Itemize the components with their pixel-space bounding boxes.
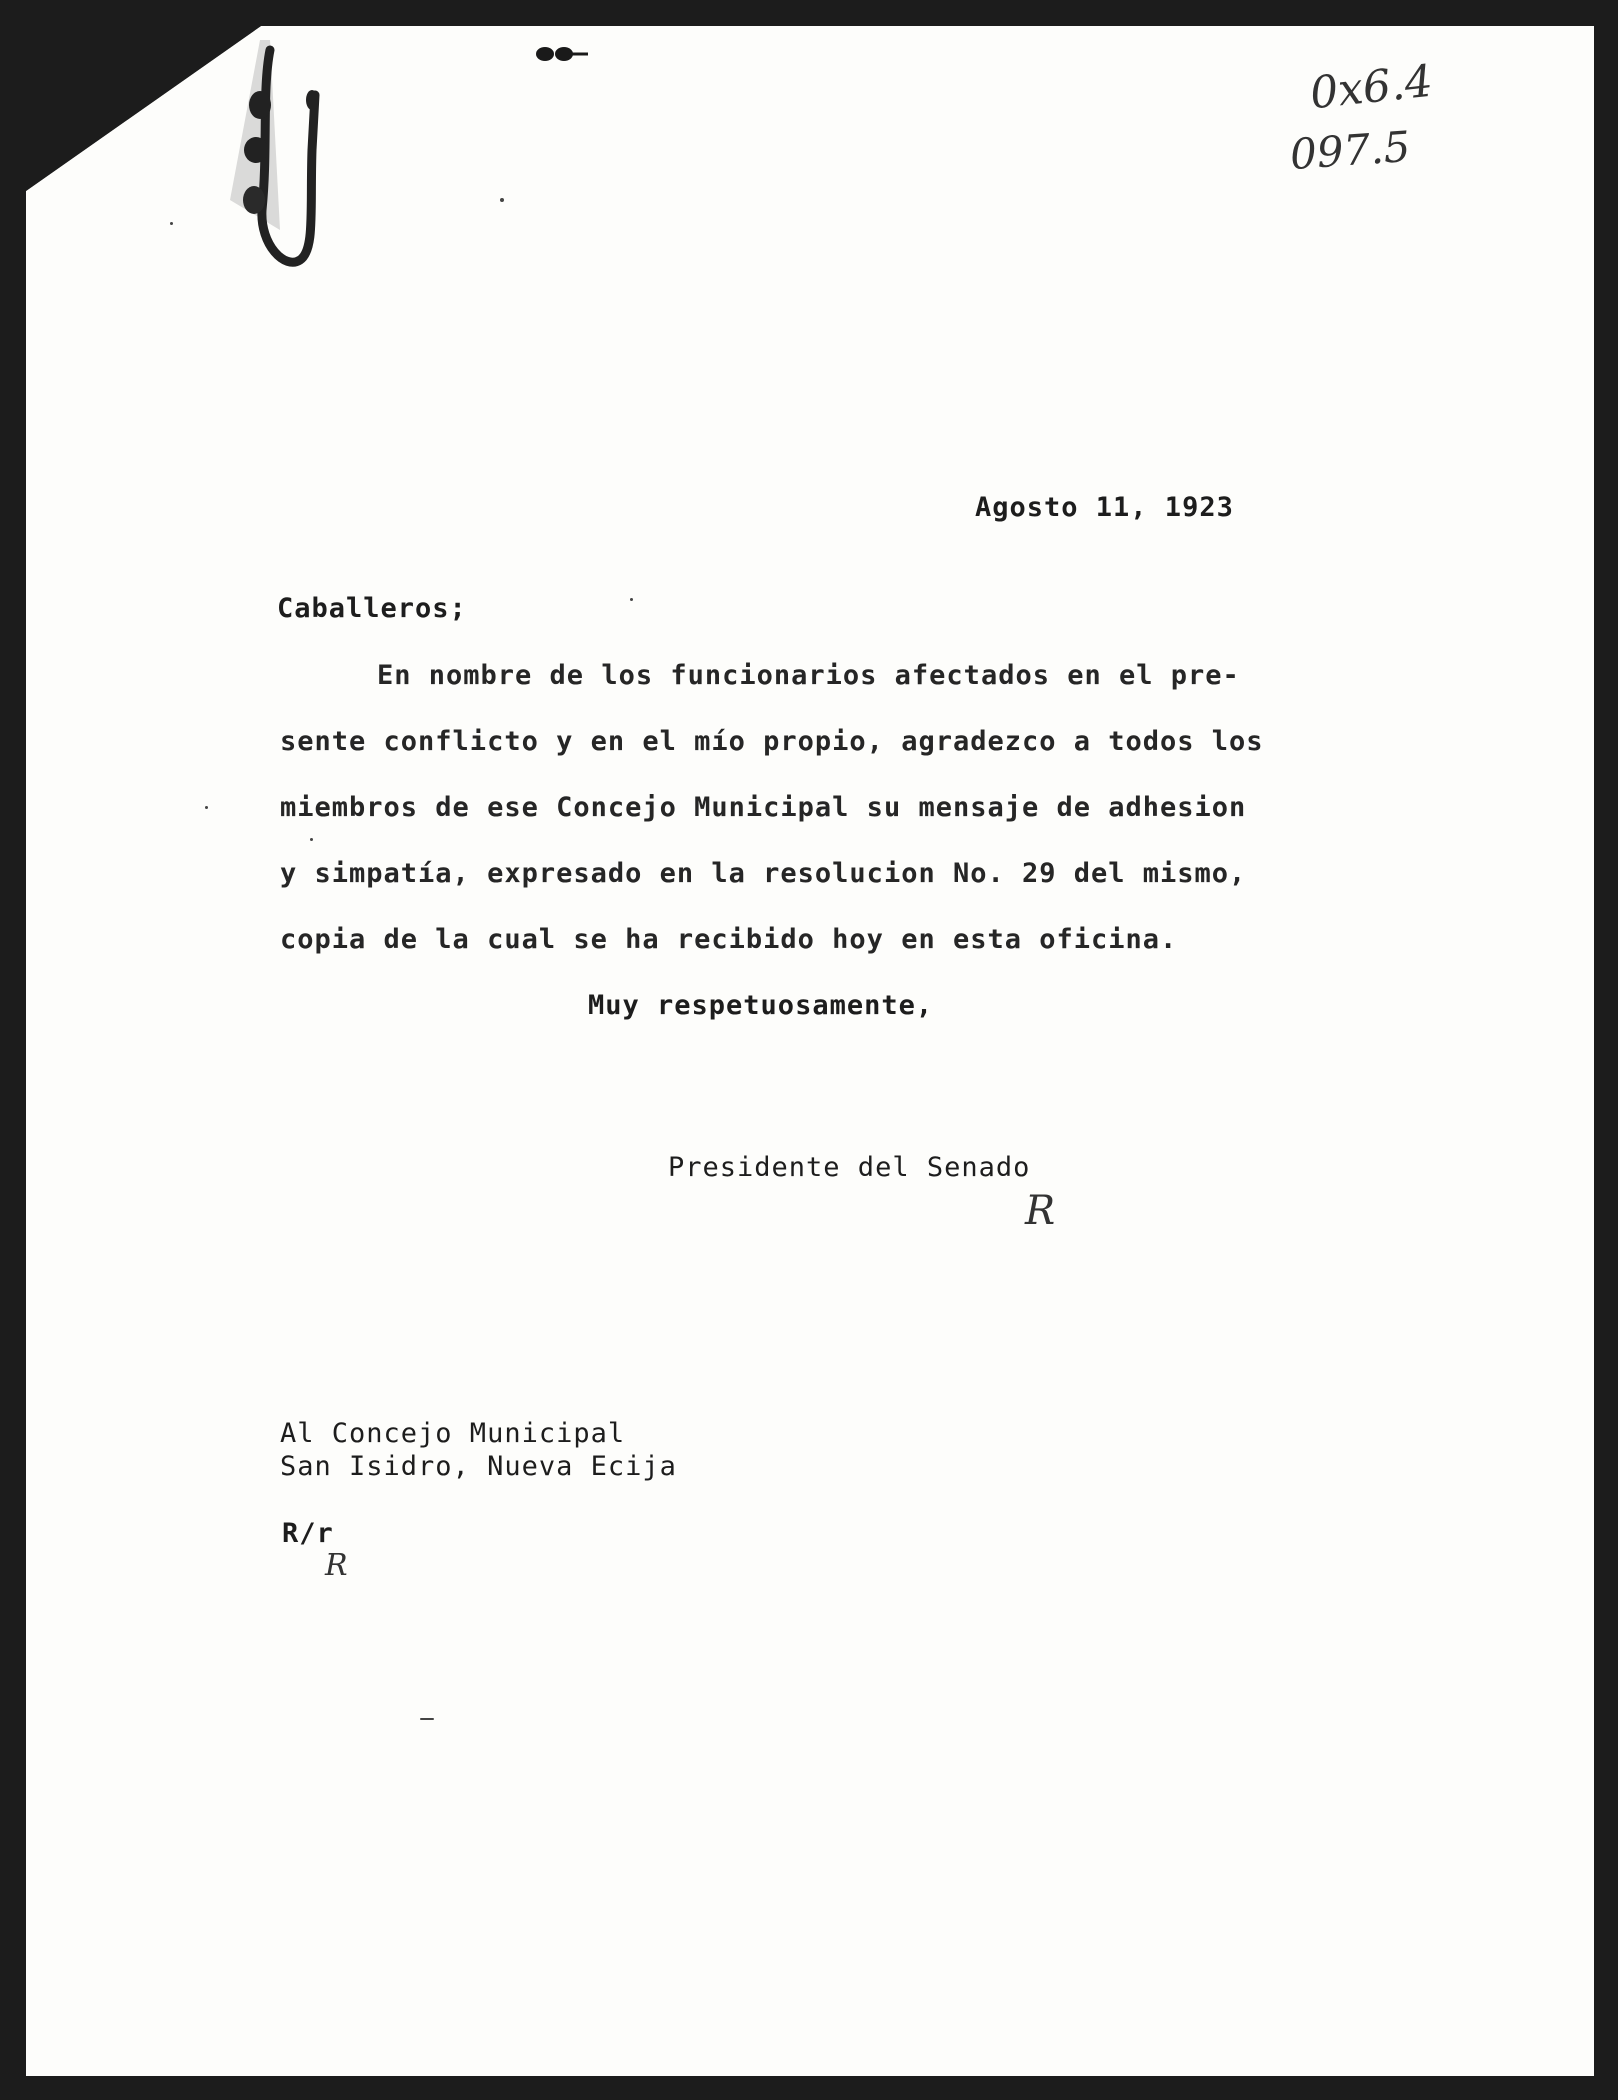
speck bbox=[500, 198, 504, 202]
letter-body-line: sente conflicto y en el mío propio, agradezco a todos los bbox=[280, 726, 1264, 757]
speck bbox=[420, 1718, 434, 1720]
signature-title: Presidente del Senado bbox=[668, 1152, 1031, 1183]
speck bbox=[205, 806, 208, 809]
speck bbox=[310, 838, 313, 841]
reference-initials: R/r bbox=[282, 1518, 334, 1549]
letter-date: Agosto 11, 1923 bbox=[975, 492, 1234, 523]
letter-body-line: y simpatía, expresado en la resolucion No. 29 del mismo, bbox=[280, 858, 1247, 889]
ink-dots bbox=[530, 42, 600, 67]
archive-annotation-line1: 0x6.4 bbox=[1307, 55, 1436, 120]
addressee-line2: San Isidro, Nueva Ecija bbox=[280, 1451, 677, 1482]
letter-body-line: En nombre de los funcionarios afectados en el pre- bbox=[377, 660, 1240, 691]
letter-closing: Muy respetuosamente, bbox=[588, 990, 934, 1021]
letter-body-line: miembros de ese Concejo Municipal su mensaje de adhesion bbox=[280, 792, 1247, 823]
addressee-line1: Al Concejo Municipal bbox=[280, 1418, 626, 1449]
signature-initial: R bbox=[1025, 1188, 1056, 1234]
paper-clip-stain bbox=[190, 30, 340, 280]
speck bbox=[630, 598, 633, 601]
paper-sheet bbox=[26, 26, 1594, 2076]
archive-annotation-line2: 097.5 bbox=[1288, 121, 1412, 180]
reference-handwritten-initial: R bbox=[325, 1548, 348, 1583]
speck bbox=[170, 222, 173, 225]
letter-salutation: Caballeros; bbox=[277, 593, 467, 624]
letter-body-line: copia de la cual se ha recibido hoy en esta oficina. bbox=[280, 924, 1178, 955]
